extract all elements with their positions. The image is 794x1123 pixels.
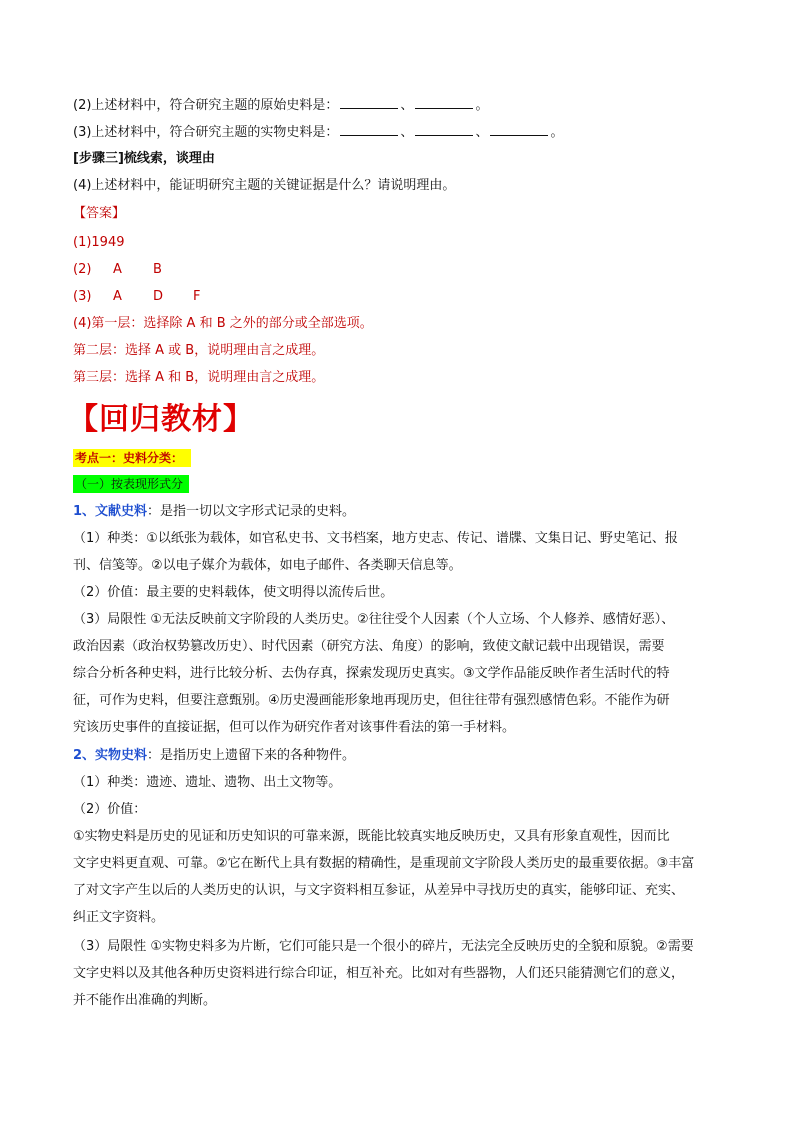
paragraph-line: （1）种类：遗迹、遗址、遗物、出土文物等。: [73, 775, 342, 790]
answer-1: (1)1949: [73, 235, 125, 250]
paragraph-documentary-title: 1、文献史料：是指一切以文字形式记录的史料。: [73, 504, 356, 519]
paragraph-line: 征，可作为史料，但要注意甄别。④历史漫画能形象地再现历史，但往往带有强烈感情色彩。不能作为研: [73, 693, 670, 708]
answer-label: 【答案】: [73, 206, 126, 221]
answer-4: (4)第一层：选择除 A 和 B 之外的部分或全部选项。: [73, 316, 373, 331]
answer-5: 第二层：选择 A 或 B，说明理由言之成理。: [73, 343, 325, 358]
paragraph-line: （1）种类：①以纸张为载体，如官私史书、文书档案，地方史志、传记、谱牒、文集日记、野史笔记、报: [73, 531, 678, 546]
paragraph-line: 并不能作出准确的判断。: [73, 993, 217, 1008]
question-3: (3)上述材料中，符合研究主题的实物史料是： 、 、 。: [73, 125, 564, 140]
step-3-heading: [步骤三]梳线索，谈理由: [73, 151, 215, 166]
paragraph-line: （2）价值：: [73, 802, 147, 817]
paragraph-line: 刊、信笺等。②以电子媒介为载体，如电子邮件、各类聊天信息等。: [73, 558, 462, 573]
paragraph-line: （3）局限性 ①无法反映前文字阶段的人类历史。②往往受个人因素（个人立场、个人修养、感情好恶）、: [73, 612, 675, 627]
paragraph-line: 文字史料以及其他各种历史资料进行综合印证，相互补充。比如对有些器物，人们还只能猜测它们的意义，: [73, 966, 685, 981]
answer-blank[interactable]: [490, 123, 548, 136]
paragraph-line: （3）局限性 ①实物史料多为片断，它们可能只是一个很小的碎片，无法完全反映历史的全貌和原貌。②需要: [73, 939, 694, 954]
question-4: (4)上述材料中，能证明研究主题的关键证据是什么？请说明理由。: [73, 178, 456, 193]
paragraph-line: ①实物史料是历史的见证和历史知识的可靠来源，既能比较真实地反映历史，又具有形象直观性，因而比: [73, 829, 670, 844]
paragraph-line: 综合分析各种史料，进行比较分析、去伪存真，探索发现历史真实。③文学作品能反映作者生活时代的特: [73, 666, 670, 681]
paragraph-physical-title: 2、实物史料：是指历史上遗留下来的各种物件。: [73, 748, 356, 763]
answer-3: (3) A D F: [73, 289, 201, 304]
kaodian-heading: 考点一：史料分类：: [73, 449, 191, 467]
answer-blank[interactable]: [415, 123, 473, 136]
subheading-by-form: （一）按表现形式分: [73, 475, 189, 493]
answer-blank[interactable]: [340, 123, 398, 136]
paragraph-line: 政治因素（政治权势篡改历史）、时代因素（研究方法、角度）的影响，致使文献记载中出现错误，需要: [73, 639, 665, 654]
answer-blank[interactable]: [340, 96, 398, 109]
answer-6: 第三层：选择 A 和 B，说明理由言之成理。: [73, 370, 325, 385]
question-2: (2)上述材料中，符合研究主题的原始史料是： 、 。: [73, 98, 489, 113]
answer-2: (2) A B: [73, 262, 162, 277]
paragraph-line: 了对文字产生以后的人类历史的认识，与文字资料相互参证，从差异中寻找历史的真实，能够印证、充实、: [73, 883, 685, 898]
answer-blank[interactable]: [415, 96, 473, 109]
paragraph-line: 纠正文字资料。: [73, 910, 165, 925]
paragraph-line: 究该历史事件的直接证据，但可以作为研究作者对该事件看法的第一手材料。: [73, 720, 516, 735]
paragraph-line: 文字史料更直观、可靠。②它在断代上具有数据的精确性，是重现前文字阶段人类历史的最重要依据。③丰富: [73, 856, 695, 871]
section-title: 【回归教材】: [68, 402, 254, 437]
paragraph-line: （2）价值：最主要的史料载体，使文明得以流传后世。: [73, 585, 394, 600]
